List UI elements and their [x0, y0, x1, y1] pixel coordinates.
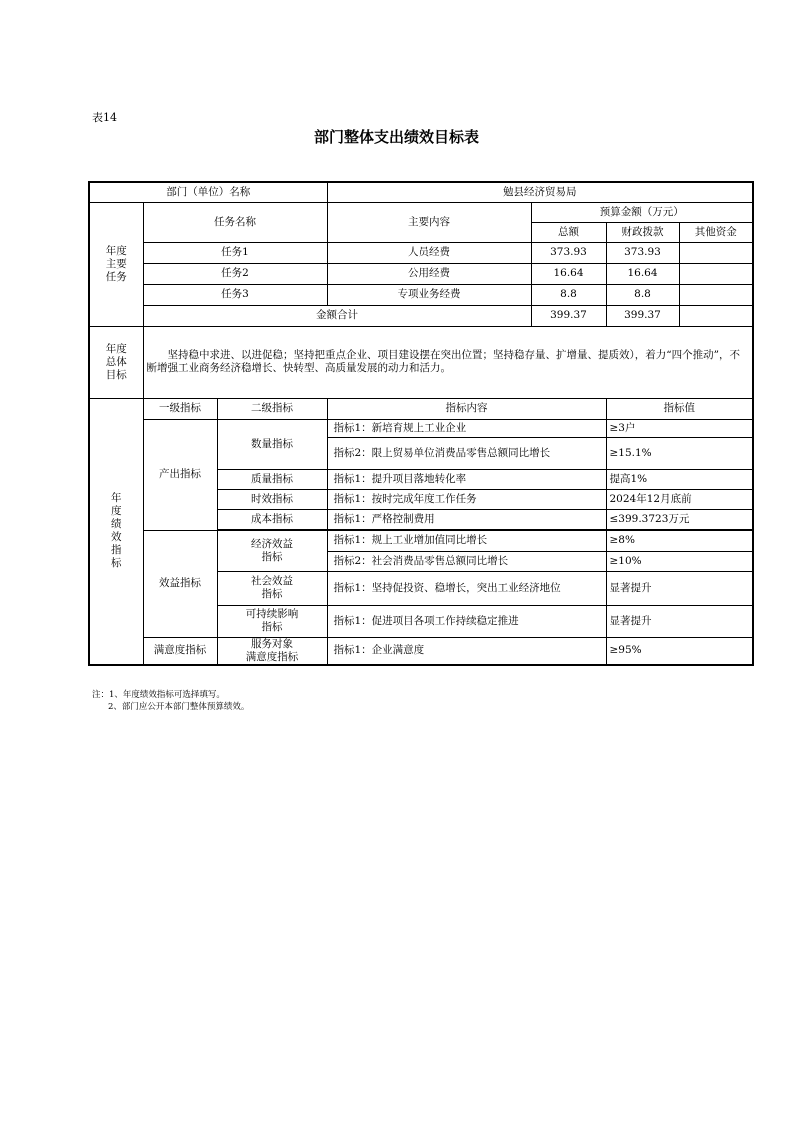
- task-total: 8.8: [531, 284, 606, 305]
- task-total: 16.64: [531, 263, 606, 284]
- performance-target-table: [88, 181, 754, 666]
- economic-benefit-label: 经济效益 指标: [217, 530, 327, 571]
- budget-amount-header: 预算金额（万元）: [531, 202, 753, 222]
- quality-indicator-label: 质量指标: [217, 469, 327, 489]
- indicator-row: [89, 637, 753, 665]
- task-other: [679, 263, 753, 284]
- document-title: 部门整体支出绩效目标表: [313, 128, 479, 146]
- indicator-value: ≤399.3723万元: [606, 509, 753, 529]
- indicator-content: 指标1：提升项目落地转化率: [327, 469, 606, 489]
- indicator-value: 2024年12月底前: [606, 489, 753, 509]
- timeliness-indicator-label: 时效指标: [217, 489, 327, 509]
- task-fiscal: 373.93: [606, 242, 679, 263]
- indicator-content: 指标2：社会消费品零售总额同比增长: [327, 551, 606, 571]
- task-content: 专项业务经费: [327, 284, 531, 305]
- note-line-1: 注：1、年度绩效指标可选择填写。: [92, 690, 225, 700]
- task-total: 373.93: [531, 242, 606, 263]
- level1-header: 一级指标: [143, 398, 217, 419]
- indicator-value: ≥3户: [606, 419, 753, 437]
- sum-fiscal: 399.37: [606, 305, 679, 326]
- dept-name-value: 勉县经济贸易局: [327, 182, 753, 202]
- quantity-indicator-label: 数量指标: [217, 419, 327, 469]
- dept-name-label: 部门（单位）名称: [89, 182, 327, 202]
- indicator-content: 指标1：规上工业增加值同比增长: [327, 530, 606, 551]
- other-funds-header: 其他资金: [679, 222, 753, 242]
- indicator-content: 指标1：坚持促投资、稳增长，突出工业经济地位: [327, 571, 606, 605]
- indicator-value: 显著提升: [606, 605, 753, 637]
- overall-goal-label: 年度 总体 目标: [89, 326, 143, 398]
- task-row: [89, 284, 753, 305]
- amount-sum-label: 金额合计: [143, 305, 531, 326]
- benefit-indicators-label: 效益指标: [143, 530, 217, 637]
- performance-indicators-label: 年 度 绩 效 指 标: [89, 398, 143, 665]
- task-name-header: 任务名称: [143, 202, 327, 242]
- indicator-value: 显著提升: [606, 571, 753, 605]
- indicator-value: 提高1%: [606, 469, 753, 489]
- satisfaction-indicators-label: 满意度指标: [143, 637, 217, 665]
- output-indicators-label: 产出指标: [143, 419, 217, 530]
- indicator-value: ≥8%: [606, 530, 753, 551]
- indicator-content: 指标1：严格控制费用: [327, 509, 606, 529]
- indicator-content: 指标2：限上贸易单位消费品零售总额同比增长: [327, 437, 606, 469]
- task-name: 任务1: [143, 242, 327, 263]
- indicator-content-header: 指标内容: [327, 398, 606, 419]
- task-name: 任务3: [143, 284, 327, 305]
- task-name: 任务2: [143, 263, 327, 284]
- task-content: 人员经费: [327, 242, 531, 263]
- indicator-value: ≥95%: [606, 637, 753, 665]
- indicator-row: [89, 419, 753, 437]
- task-row: [89, 242, 753, 263]
- sustainability-label: 可持续影响 指标: [217, 605, 327, 637]
- overall-goal-text: 坚持稳中求进、以进促稳；坚持把重点企业、项目建设摆在突出位置；坚持稳存量、扩增量、提质效），着力“四个推动”，不断增强工业商务经济稳增长、快转型、高质量发展的动力和活力。: [143, 326, 753, 398]
- main-content-header: 主要内容: [327, 202, 531, 242]
- task-other: [679, 242, 753, 263]
- task-other: [679, 284, 753, 305]
- cost-indicator-label: 成本指标: [217, 509, 327, 529]
- level2-header: 二级指标: [217, 398, 327, 419]
- indicator-value-header: 指标值: [606, 398, 753, 419]
- social-benefit-label: 社会效益 指标: [217, 571, 327, 605]
- indicator-value: ≥10%: [606, 551, 753, 571]
- indicator-row: [89, 530, 753, 551]
- total-header: 总额: [531, 222, 606, 242]
- indicator-content: 指标1：按时完成年度工作任务: [327, 489, 606, 509]
- task-content: 公用经费: [327, 263, 531, 284]
- task-fiscal: 16.64: [606, 263, 679, 284]
- note-line-2: 2、部门应公开本部门整体预算绩效。: [108, 702, 250, 712]
- sum-total: 399.37: [531, 305, 606, 326]
- task-row: [89, 263, 753, 284]
- task-fiscal: 8.8: [606, 284, 679, 305]
- service-satisfaction-label: 服务对象 满意度指标: [217, 637, 327, 665]
- sum-other: [679, 305, 753, 326]
- indicator-content: 指标1：新培育规上工业企业: [327, 419, 606, 437]
- indicator-value: ≥15.1%: [606, 437, 753, 469]
- fiscal-header: 财政拨款: [606, 222, 679, 242]
- table-label: 表14: [92, 111, 117, 124]
- indicator-content: 指标1：促进项目各项工作持续稳定推进: [327, 605, 606, 637]
- indicator-content: 指标1：企业满意度: [327, 637, 606, 665]
- annual-tasks-label: 年度 主要 任务: [89, 202, 143, 326]
